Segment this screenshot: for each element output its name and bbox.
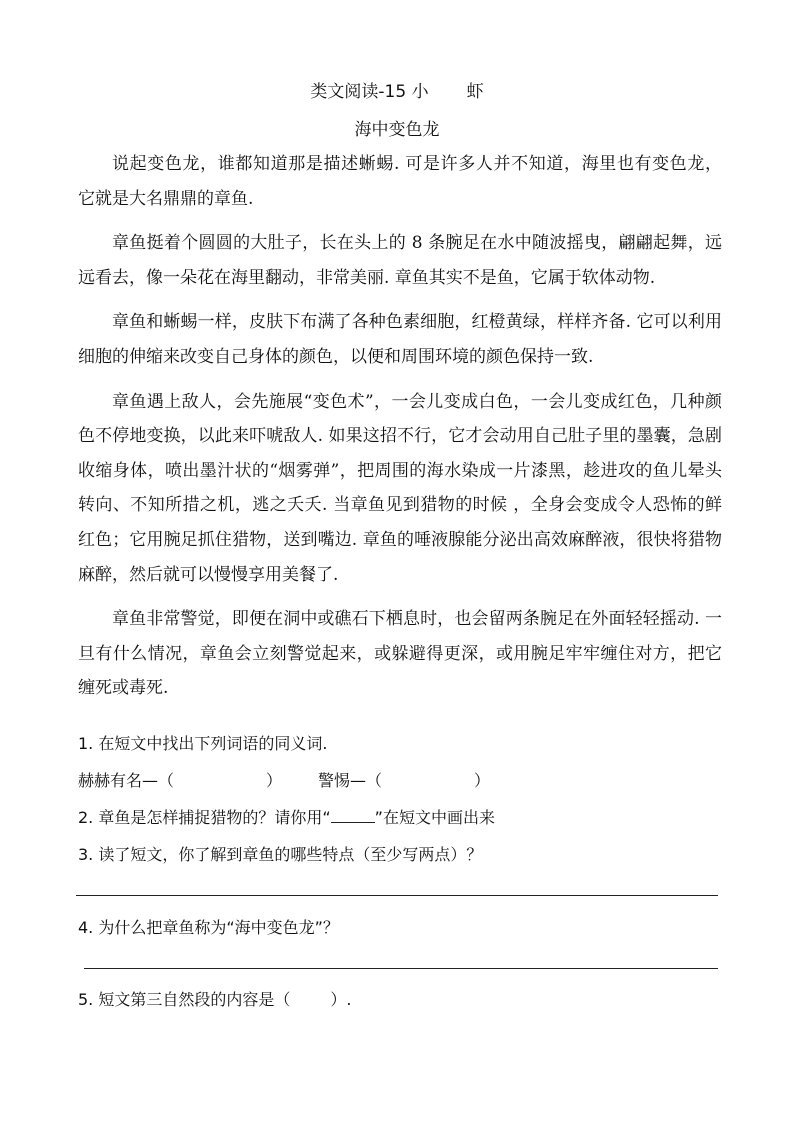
underline-sample xyxy=(331,810,375,823)
question-2-start: 2. 章鱼是怎样捕捉猎物的？请你用“ xyxy=(78,808,331,827)
article-title: 海中变色龙 xyxy=(354,120,440,140)
question-4: 4. 为什么把章鱼称为“海中变色龙”？ xyxy=(78,918,339,937)
synonym-prompt-1: 赫赫有名—（ xyxy=(78,771,175,790)
synonym-prompt-2: 警惕—（ xyxy=(318,771,383,790)
synonym-close-1: ） xyxy=(266,771,283,790)
paragraph-3: 章鱼和蜥蜴一样，皮肤下布满了各种色素细胞，红橙黄绿，样样齐备. 它可以利用细胞的伸缩来改变自己身体的颜色，以便和周围环境的颜色保持一致. xyxy=(78,312,722,367)
question-3: 3. 读了短文，你了解到章鱼的哪些特点（至少写两点）？ xyxy=(78,845,483,864)
article-body xyxy=(78,147,722,716)
page-title xyxy=(0,77,794,102)
paragraph-2: 章鱼挺着个圆圆的大肚子，长在头上的 8 条腕足在水中随波摇曳，翩翩起舞，远远看去，像一朵花在海里翻动，非常美丽. 章鱼其实不是鱼，它属于软体动物. xyxy=(78,233,722,288)
question-5-end: ）. xyxy=(330,990,352,1009)
question-1-words xyxy=(78,768,490,791)
question-2 xyxy=(78,805,495,828)
answer-line-3[interactable] xyxy=(76,895,718,896)
paragraph-4: 章鱼遇上敌人，会先施展“变色术”，一会儿变成白色，一会儿变成红色，几种颜色不停地变换，以此来吓唬敌人. 如果这招不行，它才会动用自己肚子里的墨囊，急剧收缩身体，喷出墨汁状的“烟雾弹”，把周围的海水染成一片漆黑，趁进攻的鱼儿晕头转向、不知所措之机，逃之夭夭. 当章鱼见到猎物的时候 ，全身会变成令人恐怖的鲜红色；它用腕足抓住猎物，送到嘴边. 章鱼的唾液腺能分泌出高效麻醉液，很快将猎物麻醉，然后就可以慢慢享用美餐了. xyxy=(78,391,722,585)
question-5-start: 5. 短文第三自然段的内容是（ xyxy=(78,990,291,1009)
answer-line-4[interactable] xyxy=(84,968,718,969)
paragraph-1: 说起变色龙，谁都知道那是描述蜥蜴. 可是许多人并不知道，海里也有变色龙， 它就是大名鼎鼎的章鱼. xyxy=(78,154,722,209)
title-right: 虾 xyxy=(466,82,484,102)
question-2-end: ”在短文中画出来 xyxy=(374,808,495,827)
question-1: 1. 在短文中找出下列词语的同义词. xyxy=(78,734,328,753)
synonym-close-2: ） xyxy=(474,771,491,790)
title-left: 类文阅读-15 小 xyxy=(310,82,429,102)
question-5 xyxy=(78,987,351,1010)
paragraph-5: 章鱼非常警觉，即便在洞中或礁石下栖息时，也会留两条腕足在外面轻轻摇动. 一旦有什么情况，章鱼会立刻警觉起来，或躲避得更深，或用腕足牢牢缠住对方，把它缠死或毒死. xyxy=(78,609,722,699)
